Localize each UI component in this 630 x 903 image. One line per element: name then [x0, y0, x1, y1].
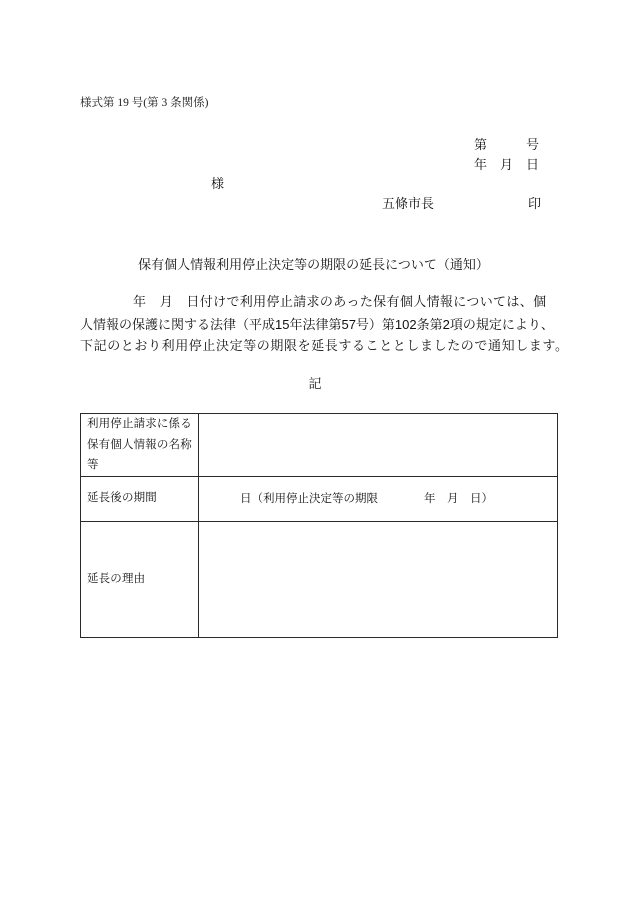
row-value-extension-reason: [199, 521, 558, 637]
form-number: 様式第 19 号(第 3 条関係): [80, 97, 209, 109]
document-title: 保有個人情報利用停止決定等の期限の延長について（通知）: [138, 257, 489, 272]
seal-mark: 印: [528, 196, 542, 211]
table-row: [81, 476, 558, 521]
document-date-line: 年 月 日: [474, 157, 540, 172]
document-number-line: 第 号: [474, 137, 540, 152]
issuer-name: 五條市長: [382, 196, 435, 211]
addressee-suffix: 様: [211, 176, 225, 191]
row-value-extended-period: 日（利用停止決定等の期限 年 月 日）: [199, 476, 558, 521]
row-value-request-info-name: [199, 414, 558, 477]
row-label-extension-reason: 延長の理由: [81, 521, 199, 637]
body-line: 下記のとおり利用停止決定等の期限を延長することとしましたので通知します。: [80, 338, 569, 353]
row-label-request-info-name: 利用停止請求に係る保有個人情報の名称等: [81, 414, 199, 477]
row-label-extended-period: 延長後の期間: [81, 476, 199, 521]
body-line: 人情報の保護に関する法律（平成15年法律第57号）第102条第2項の規定により、: [80, 317, 554, 332]
body-line: 年 月 日付けで利用停止請求のあった保有個人情報については、個: [133, 294, 547, 309]
table-row: [81, 521, 558, 637]
info-table: [80, 413, 558, 638]
table-row: [81, 414, 558, 477]
ki-heading: 記: [308, 376, 322, 391]
